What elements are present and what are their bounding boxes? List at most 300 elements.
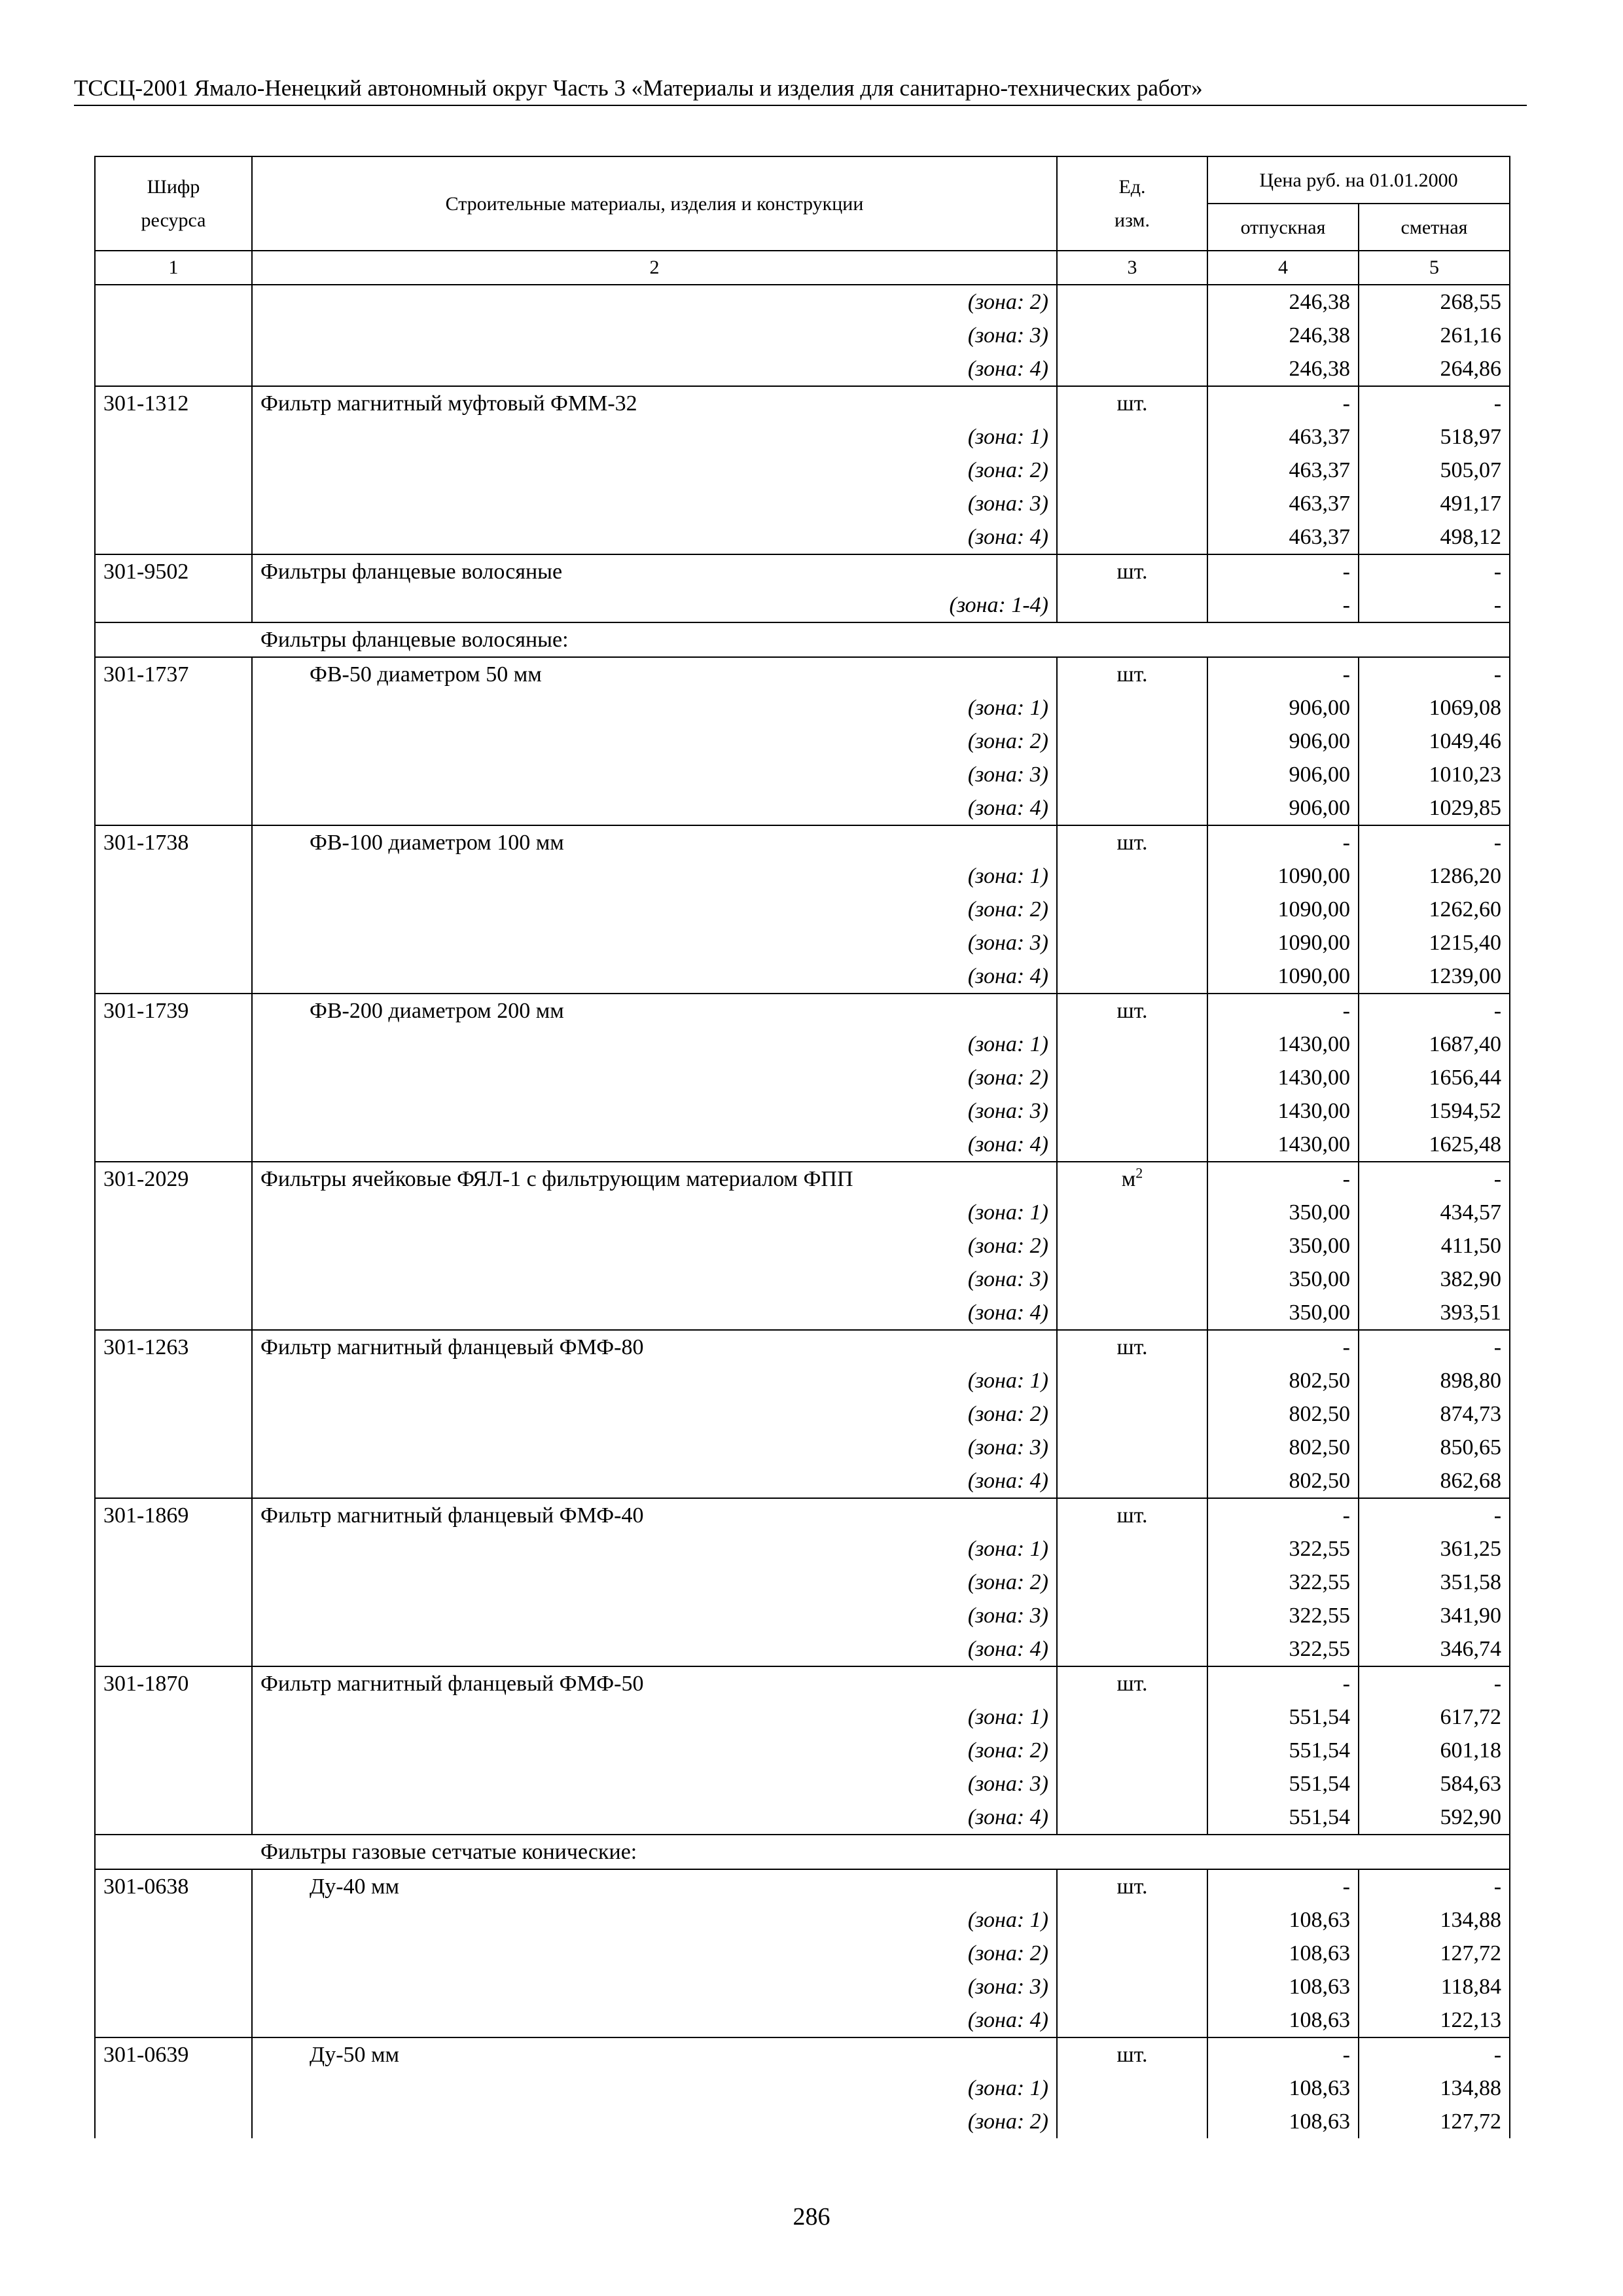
zone-label: (зона: 3): [252, 1767, 1057, 1801]
column-number: 1: [95, 251, 252, 285]
unit-of-measure-empty: [1057, 725, 1207, 758]
sell-price: 906,00: [1207, 725, 1359, 758]
unit-of-measure-empty: [1057, 285, 1207, 319]
material-name: [252, 1666, 1057, 1700]
resource-code-empty: [95, 1094, 252, 1128]
estimate-price: 122,13: [1359, 2003, 1510, 2037]
sell-price: 463,37: [1207, 487, 1359, 520]
estimate-price: 850,65: [1359, 1431, 1510, 1464]
resource-code-empty: [95, 1464, 252, 1498]
estimate-price: 127,72: [1359, 1937, 1510, 1970]
header-price: Цена руб. на 01.01.2000: [1207, 156, 1510, 204]
resource-code-empty: [95, 1229, 252, 1263]
zone-label: (зона: 2): [252, 1061, 1057, 1094]
sell-price: -: [1207, 1330, 1359, 1364]
sell-price: 1430,00: [1207, 1128, 1359, 1162]
resource-code-empty: [95, 1767, 252, 1801]
sell-price: 108,63: [1207, 2003, 1359, 2037]
item-row: [95, 554, 1510, 588]
zone-row: [95, 2003, 1510, 2037]
estimate-price: -: [1359, 2037, 1510, 2072]
zone-row: [95, 1397, 1510, 1431]
resource-code-empty: [95, 1296, 252, 1330]
zone-row: [95, 1028, 1510, 1061]
zone-row: [95, 1061, 1510, 1094]
unit-of-measure-empty: [1057, 1397, 1207, 1431]
estimate-price: -: [1359, 1330, 1510, 1364]
sell-price: 350,00: [1207, 1296, 1359, 1330]
estimate-price: 862,68: [1359, 1464, 1510, 1498]
zone-label: (зона: 1): [252, 859, 1057, 893]
unit-of-measure-empty: [1057, 588, 1207, 622]
sell-price: 463,37: [1207, 420, 1359, 454]
unit-of-measure-empty: [1057, 1364, 1207, 1397]
resource-code-empty: [95, 2072, 252, 2105]
item-row: [95, 825, 1510, 859]
unit-of-measure-empty: [1057, 1196, 1207, 1229]
estimate-price: 134,88: [1359, 1903, 1510, 1937]
zone-label: (зона: 2): [252, 1397, 1057, 1431]
zone-label: (зона: 1): [252, 420, 1057, 454]
unit-of-measure-empty: [1057, 2003, 1207, 2037]
zone-label: (зона: 4): [252, 1296, 1057, 1330]
zone-label: (зона: 1): [252, 1196, 1057, 1229]
estimate-price: 518,97: [1359, 420, 1510, 454]
zone-label: (зона: 4): [252, 1128, 1057, 1162]
material-name-text: Фильтр магнитный фланцевый ФМФ-50: [260, 1672, 644, 1696]
zone-label: (зона: 2): [252, 725, 1057, 758]
resource-code-empty: [95, 319, 252, 352]
zone-label: (зона: 2): [252, 1734, 1057, 1767]
unit-text: м: [1121, 1167, 1136, 1191]
sell-price: 802,50: [1207, 1431, 1359, 1464]
zone-row: [95, 1903, 1510, 1937]
estimate-price: 127,72: [1359, 2105, 1510, 2138]
sell-price: 108,63: [1207, 1970, 1359, 2003]
zone-row: [95, 1970, 1510, 2003]
estimate-price: 1286,20: [1359, 859, 1510, 893]
material-name-text: Фильтр магнитный фланцевый ФМФ-40: [260, 1503, 644, 1528]
unit-of-measure: [1057, 2037, 1207, 2072]
zone-row: [95, 420, 1510, 454]
material-name-text: Фильтры фланцевые волосяные: [260, 560, 563, 584]
zone-label: (зона: 2): [252, 454, 1057, 487]
unit-text: шт.: [1116, 391, 1148, 416]
estimate-price: 1239,00: [1359, 960, 1510, 994]
estimate-price: -: [1359, 825, 1510, 859]
unit-of-measure: [1057, 1666, 1207, 1700]
zone-label: (зона: 3): [252, 1263, 1057, 1296]
unit-of-measure-empty: [1057, 352, 1207, 386]
zone-label: (зона: 4): [252, 1801, 1057, 1835]
group-cell: [95, 622, 1510, 657]
sell-price: 108,63: [1207, 1937, 1359, 1970]
estimate-price: 134,88: [1359, 2072, 1510, 2105]
zone-label: (зона: 1): [252, 691, 1057, 725]
estimate-price: -: [1359, 1869, 1510, 1903]
resource-code-empty: [95, 420, 252, 454]
estimate-price: 261,16: [1359, 319, 1510, 352]
estimate-price: 434,57: [1359, 1196, 1510, 1229]
sell-price: 1090,00: [1207, 926, 1359, 960]
zone-label: (зона: 2): [252, 1937, 1057, 1970]
item-row: [95, 386, 1510, 420]
zone-row: [95, 1937, 1510, 1970]
zone-row: [95, 859, 1510, 893]
zone-row: [95, 893, 1510, 926]
zone-row: [95, 1364, 1510, 1397]
unit-of-measure-empty: [1057, 1532, 1207, 1566]
unit-of-measure-empty: [1057, 1801, 1207, 1835]
sell-price: 551,54: [1207, 1801, 1359, 1835]
resource-code-empty: [95, 2003, 252, 2037]
sell-price: 350,00: [1207, 1229, 1359, 1263]
material-name: [252, 994, 1057, 1028]
sell-price: 1090,00: [1207, 960, 1359, 994]
item-row: [95, 657, 1510, 691]
document-header: ТССЦ-2001 Ямало-Ненецкий автономный округ Часть 3 «Материалы и изделия для санитарно-технических работ»: [74, 72, 1527, 106]
material-name: [252, 554, 1057, 588]
resource-code-empty: [95, 1431, 252, 1464]
sell-price: 322,55: [1207, 1532, 1359, 1566]
item-row: [95, 1666, 1510, 1700]
resource-code-empty: [95, 691, 252, 725]
header-name: Строительные материалы, изделия и конструкции: [252, 156, 1057, 251]
unit-text: шт.: [1116, 2043, 1148, 2067]
unit-text: шт.: [1116, 1874, 1148, 1899]
resource-code: 301-1263: [95, 1330, 252, 1364]
group-cell: [95, 1835, 1510, 1869]
material-name-text: Фильтр магнитный муфтовый ФММ-32: [260, 391, 637, 416]
unit-of-measure-empty: [1057, 1431, 1207, 1464]
unit-of-measure: [1057, 825, 1207, 859]
zone-row: [95, 285, 1510, 319]
estimate-price: -: [1359, 657, 1510, 691]
material-name: [252, 1869, 1057, 1903]
material-name-text: ФВ-50 диаметром 50 мм: [310, 662, 542, 687]
estimate-price: 341,90: [1359, 1599, 1510, 1632]
estimate-price: 1687,40: [1359, 1028, 1510, 1061]
sell-price: -: [1207, 1666, 1359, 1700]
resource-code-empty: [95, 352, 252, 386]
unit-superscript: 2: [1135, 1164, 1143, 1181]
group-heading: Фильтры газовые сетчатые конические:: [260, 1840, 637, 1864]
estimate-price: -: [1359, 554, 1510, 588]
resource-code-empty: [95, 285, 252, 319]
estimate-price: 382,90: [1359, 1263, 1510, 1296]
resource-code-empty: [95, 1937, 252, 1970]
unit-of-measure-empty: [1057, 1632, 1207, 1666]
estimate-price: 268,55: [1359, 285, 1510, 319]
unit-of-measure: [1057, 554, 1207, 588]
unit-of-measure: [1057, 657, 1207, 691]
zone-label: (зона: 4): [252, 520, 1057, 554]
estimate-price: -: [1359, 588, 1510, 622]
estimate-price: 584,63: [1359, 1767, 1510, 1801]
resource-code: 301-0639: [95, 2037, 252, 2072]
unit-of-measure-empty: [1057, 1734, 1207, 1767]
item-row: [95, 1869, 1510, 1903]
resource-code: 301-9502: [95, 554, 252, 588]
unit-of-measure: [1057, 994, 1207, 1028]
zone-label: (зона: 4): [252, 1464, 1057, 1498]
sell-price: 463,37: [1207, 520, 1359, 554]
estimate-price: 118,84: [1359, 1970, 1510, 2003]
unit-text: шт.: [1116, 1503, 1148, 1528]
unit-of-measure-empty: [1057, 859, 1207, 893]
zone-label: (зона: 3): [252, 487, 1057, 520]
zone-row: [95, 487, 1510, 520]
estimate-price: 898,80: [1359, 1364, 1510, 1397]
zone-row: [95, 1296, 1510, 1330]
page-number: 286: [793, 2203, 830, 2231]
zone-row: [95, 1632, 1510, 1666]
unit-of-measure-empty: [1057, 1464, 1207, 1498]
zone-row: [95, 1566, 1510, 1599]
unit-text: шт.: [1116, 560, 1148, 584]
column-number: 5: [1359, 251, 1510, 285]
resource-code-empty: [95, 1196, 252, 1229]
group-heading-row: [95, 1835, 1510, 1869]
resource-code-empty: [95, 1700, 252, 1734]
resource-code-empty: [95, 1028, 252, 1061]
sell-price: 350,00: [1207, 1263, 1359, 1296]
zone-label: (зона: 4): [252, 791, 1057, 825]
zone-row: [95, 691, 1510, 725]
unit-of-measure-empty: [1057, 1263, 1207, 1296]
estimate-price: 411,50: [1359, 1229, 1510, 1263]
unit-text: шт.: [1116, 662, 1148, 687]
material-name: [252, 1498, 1057, 1532]
resource-code-empty: [95, 758, 252, 791]
unit-of-measure-empty: [1057, 1296, 1207, 1330]
sell-price: 108,63: [1207, 1903, 1359, 1937]
unit-of-measure-empty: [1057, 1903, 1207, 1937]
resource-code: 301-0638: [95, 1869, 252, 1903]
zone-row: [95, 1801, 1510, 1835]
item-row: [95, 994, 1510, 1028]
zone-label: (зона: 4): [252, 2003, 1057, 2037]
resource-code: 301-2029: [95, 1162, 252, 1196]
resource-code-empty: [95, 960, 252, 994]
zone-label: (зона: 2): [252, 1229, 1057, 1263]
sell-price: 551,54: [1207, 1734, 1359, 1767]
material-name-text: ФВ-200 диаметром 200 мм: [310, 999, 564, 1023]
sell-price: 322,55: [1207, 1599, 1359, 1632]
zone-label: (зона: 3): [252, 1970, 1057, 2003]
zone-row: [95, 454, 1510, 487]
zone-label: (зона: 1-4): [252, 588, 1057, 622]
unit-of-measure: [1057, 1869, 1207, 1903]
estimate-price: 1656,44: [1359, 1061, 1510, 1094]
sell-price: 350,00: [1207, 1196, 1359, 1229]
zone-row: [95, 725, 1510, 758]
header-unit: Ед. изм.: [1057, 156, 1207, 251]
sell-price: 802,50: [1207, 1364, 1359, 1397]
unit-of-measure-empty: [1057, 2072, 1207, 2105]
unit-of-measure: [1057, 1498, 1207, 1532]
material-name-text: ФВ-100 диаметром 100 мм: [310, 831, 564, 855]
zone-label: (зона: 1): [252, 1364, 1057, 1397]
zone-row: [95, 2105, 1510, 2138]
header-sell-price: отпускная: [1207, 204, 1359, 251]
zone-row: [95, 1700, 1510, 1734]
sell-price: -: [1207, 386, 1359, 420]
estimate-price: 1049,46: [1359, 725, 1510, 758]
zone-row: [95, 1532, 1510, 1566]
sell-price: 246,38: [1207, 285, 1359, 319]
resource-code-empty: [95, 2105, 252, 2138]
unit-of-measure-empty: [1057, 1094, 1207, 1128]
unit-of-measure-empty: [1057, 1599, 1207, 1632]
header-est-price: сметная: [1359, 204, 1510, 251]
resource-code-empty: [95, 1903, 252, 1937]
estimate-price: -: [1359, 1498, 1510, 1532]
unit-of-measure-empty: [1057, 1700, 1207, 1734]
resource-code-empty: [95, 1970, 252, 2003]
sell-price: 1430,00: [1207, 1028, 1359, 1061]
sell-price: 246,38: [1207, 352, 1359, 386]
resource-code-empty: [95, 520, 252, 554]
sell-price: 322,55: [1207, 1566, 1359, 1599]
item-row: [95, 1498, 1510, 1532]
estimate-price: 491,17: [1359, 487, 1510, 520]
resource-code-empty: [95, 1364, 252, 1397]
resource-code-empty: [95, 1801, 252, 1835]
unit-of-measure-empty: [1057, 319, 1207, 352]
unit-text: шт.: [1116, 831, 1148, 855]
sell-price: 802,50: [1207, 1397, 1359, 1431]
column-number: 4: [1207, 251, 1359, 285]
material-name-text: Ду-40 мм: [310, 1874, 400, 1899]
zone-label: (зона: 3): [252, 319, 1057, 352]
estimate-price: 351,58: [1359, 1566, 1510, 1599]
zone-label: (зона: 3): [252, 758, 1057, 791]
material-name: [252, 2037, 1057, 2072]
zone-row: [95, 520, 1510, 554]
unit-of-measure-empty: [1057, 1128, 1207, 1162]
estimate-price: 1029,85: [1359, 791, 1510, 825]
zone-label: (зона: 3): [252, 1599, 1057, 1632]
estimate-price: 617,72: [1359, 1700, 1510, 1734]
sell-price: 551,54: [1207, 1700, 1359, 1734]
estimate-price: 346,74: [1359, 1632, 1510, 1666]
unit-of-measure-empty: [1057, 1028, 1207, 1061]
resource-code-empty: [95, 859, 252, 893]
resource-code-empty: [95, 791, 252, 825]
sell-price: 108,63: [1207, 2105, 1359, 2138]
unit-of-measure-empty: [1057, 1566, 1207, 1599]
sell-price: -: [1207, 1162, 1359, 1196]
group-heading-row: [95, 622, 1510, 657]
zone-label: (зона: 1): [252, 1028, 1057, 1061]
estimate-price: 1215,40: [1359, 926, 1510, 960]
estimate-price: 1010,23: [1359, 758, 1510, 791]
zone-row: [95, 1263, 1510, 1296]
sell-price: 906,00: [1207, 691, 1359, 725]
zone-label: (зона: 2): [252, 2105, 1057, 2138]
estimate-price: -: [1359, 386, 1510, 420]
zone-label: (зона: 2): [252, 893, 1057, 926]
zone-label: (зона: 1): [252, 1903, 1057, 1937]
unit-of-measure-empty: [1057, 893, 1207, 926]
sell-price: 906,00: [1207, 758, 1359, 791]
resource-code-empty: [95, 487, 252, 520]
sell-price: -: [1207, 1869, 1359, 1903]
zone-row: [95, 791, 1510, 825]
zone-row: [95, 1229, 1510, 1263]
sell-price: 906,00: [1207, 791, 1359, 825]
estimate-price: 592,90: [1359, 1801, 1510, 1835]
estimate-price: 601,18: [1359, 1734, 1510, 1767]
zone-row: [95, 588, 1510, 622]
header-code: Шифр ресурса: [95, 156, 252, 251]
unit-text: шт.: [1116, 1335, 1148, 1359]
zone-label: (зона: 1): [252, 2072, 1057, 2105]
resource-code-empty: [95, 1599, 252, 1632]
resource-code: 301-1738: [95, 825, 252, 859]
zone-row: [95, 1767, 1510, 1801]
material-name: [252, 825, 1057, 859]
sell-price: 322,55: [1207, 1632, 1359, 1666]
sell-price: 1090,00: [1207, 893, 1359, 926]
price-table: [94, 156, 1510, 2138]
unit-of-measure-empty: [1057, 487, 1207, 520]
unit-of-measure-empty: [1057, 758, 1207, 791]
estimate-price: 393,51: [1359, 1296, 1510, 1330]
zone-label: (зона: 1): [252, 1700, 1057, 1734]
zone-label: (зона: 1): [252, 1532, 1057, 1566]
group-heading: Фильтры фланцевые волосяные:: [260, 628, 569, 652]
unit-of-measure: [1057, 1330, 1207, 1364]
material-name: [252, 1162, 1057, 1196]
sell-price: -: [1207, 554, 1359, 588]
zone-row: [95, 1734, 1510, 1767]
resource-code-empty: [95, 926, 252, 960]
sell-price: 463,37: [1207, 454, 1359, 487]
estimate-price: 1594,52: [1359, 1094, 1510, 1128]
material-name: [252, 1330, 1057, 1364]
resource-code-empty: [95, 1397, 252, 1431]
estimate-price: 1069,08: [1359, 691, 1510, 725]
resource-code: 301-1312: [95, 386, 252, 420]
material-name-text: Фильтры ячейковые ФЯЛ-1 с фильтрующим материалом ФПП: [260, 1167, 853, 1191]
sell-price: 246,38: [1207, 319, 1359, 352]
table-body: [95, 285, 1510, 2138]
estimate-price: -: [1359, 994, 1510, 1028]
zone-row: [95, 960, 1510, 994]
resource-code: 301-1869: [95, 1498, 252, 1532]
resource-code-empty: [95, 454, 252, 487]
material-name-text: Фильтр магнитный фланцевый ФМФ-80: [260, 1335, 644, 1359]
sell-price: -: [1207, 657, 1359, 691]
unit-text: шт.: [1116, 999, 1148, 1023]
unit-of-measure-empty: [1057, 520, 1207, 554]
sell-price: 802,50: [1207, 1464, 1359, 1498]
zone-label: (зона: 4): [252, 352, 1057, 386]
unit-of-measure-empty: [1057, 1061, 1207, 1094]
resource-code-empty: [95, 893, 252, 926]
material-name: [252, 386, 1057, 420]
unit-of-measure-empty: [1057, 1767, 1207, 1801]
unit-of-measure-empty: [1057, 960, 1207, 994]
unit-of-measure-empty: [1057, 420, 1207, 454]
zone-label: (зона: 3): [252, 1094, 1057, 1128]
sell-price: -: [1207, 994, 1359, 1028]
zone-row: [95, 1196, 1510, 1229]
resource-code-empty: [95, 1734, 252, 1767]
estimate-price: 1625,48: [1359, 1128, 1510, 1162]
